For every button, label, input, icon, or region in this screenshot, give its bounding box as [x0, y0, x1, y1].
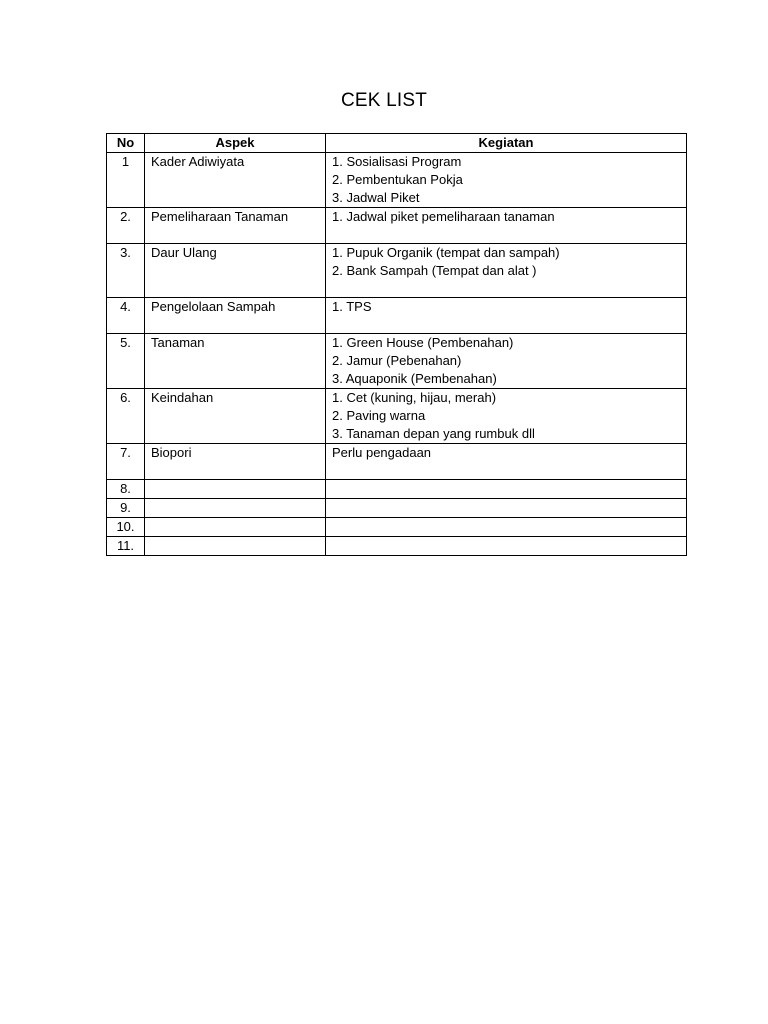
row-kegiatan: [326, 518, 687, 537]
row-aspek: Pengelolaan Sampah: [145, 298, 326, 334]
row-number: 8.: [107, 480, 145, 499]
row-aspek: Kader Adiwiyata: [145, 153, 326, 208]
kegiatan-item: 2. Jamur (Pebenahan): [332, 353, 462, 368]
row-number: 4.: [107, 298, 145, 334]
row-kegiatan: [326, 444, 687, 480]
kegiatan-item: 2. Paving warna: [332, 408, 426, 423]
row-kegiatan: [326, 389, 687, 444]
table-row: [107, 389, 687, 444]
kegiatan-item: 2. Bank Sampah (Tempat dan alat ): [332, 263, 537, 278]
row-kegiatan: [326, 537, 687, 556]
row-kegiatan: [326, 334, 687, 389]
table-row: [107, 153, 687, 208]
kegiatan-item: Perlu pengadaan: [332, 445, 432, 460]
header-kegiatan: Kegiatan: [326, 134, 687, 153]
header-no: No: [107, 134, 145, 153]
row-number: 7.: [107, 444, 145, 480]
row-aspek: Pemeliharaan Tanaman: [145, 208, 326, 244]
checklist-table: [106, 133, 687, 556]
row-aspek: [145, 518, 326, 537]
table-row: [107, 499, 687, 518]
row-aspek: Tanaman: [145, 334, 326, 389]
row-number: 5.: [107, 334, 145, 389]
table-row: [107, 244, 687, 298]
row-number: 2.: [107, 208, 145, 244]
row-number: 10.: [107, 518, 145, 537]
kegiatan-item: 3. Aquaponik (Pembenahan): [332, 371, 497, 386]
row-aspek: Daur Ulang: [145, 244, 326, 298]
row-number: 6.: [107, 389, 145, 444]
row-kegiatan: [326, 244, 687, 298]
row-aspek: [145, 480, 326, 499]
row-number: 1: [107, 153, 145, 208]
kegiatan-item: 1. Jadwal piket pemeliharaan tanaman: [332, 209, 555, 224]
table-header-row: [107, 134, 687, 153]
row-number: 9.: [107, 499, 145, 518]
kegiatan-item: 2. Pembentukan Pokja: [332, 172, 463, 187]
row-kegiatan: [326, 499, 687, 518]
kegiatan-item: 3. Jadwal Piket: [332, 190, 420, 205]
table-row: [107, 208, 687, 244]
row-aspek: [145, 499, 326, 518]
header-aspek: Aspek: [145, 134, 326, 153]
row-kegiatan: [326, 208, 687, 244]
kegiatan-item: 3. Tanaman depan yang rumbuk dll: [332, 426, 535, 441]
table-row: [107, 444, 687, 480]
kegiatan-item: 1. TPS: [332, 299, 372, 314]
table-row: [107, 518, 687, 537]
row-number: 11.: [107, 537, 145, 556]
kegiatan-item: 1. Cet (kuning, hijau, merah): [332, 390, 497, 405]
kegiatan-item: 1. Sosialisasi Program: [332, 154, 462, 169]
table-row: [107, 334, 687, 389]
row-aspek: Biopori: [145, 444, 326, 480]
table-row: [107, 480, 687, 499]
row-aspek: Keindahan: [145, 389, 326, 444]
kegiatan-item: 1. Pupuk Organik (tempat dan sampah): [332, 245, 560, 260]
row-kegiatan: [326, 298, 687, 334]
row-number: 3.: [107, 244, 145, 298]
table-row: [107, 298, 687, 334]
table-row: [107, 537, 687, 556]
row-kegiatan: [326, 480, 687, 499]
row-aspek: [145, 537, 326, 556]
document-title: CEK LIST: [340, 90, 428, 111]
kegiatan-item: 1. Green House (Pembenahan): [332, 335, 514, 350]
row-kegiatan: [326, 153, 687, 208]
